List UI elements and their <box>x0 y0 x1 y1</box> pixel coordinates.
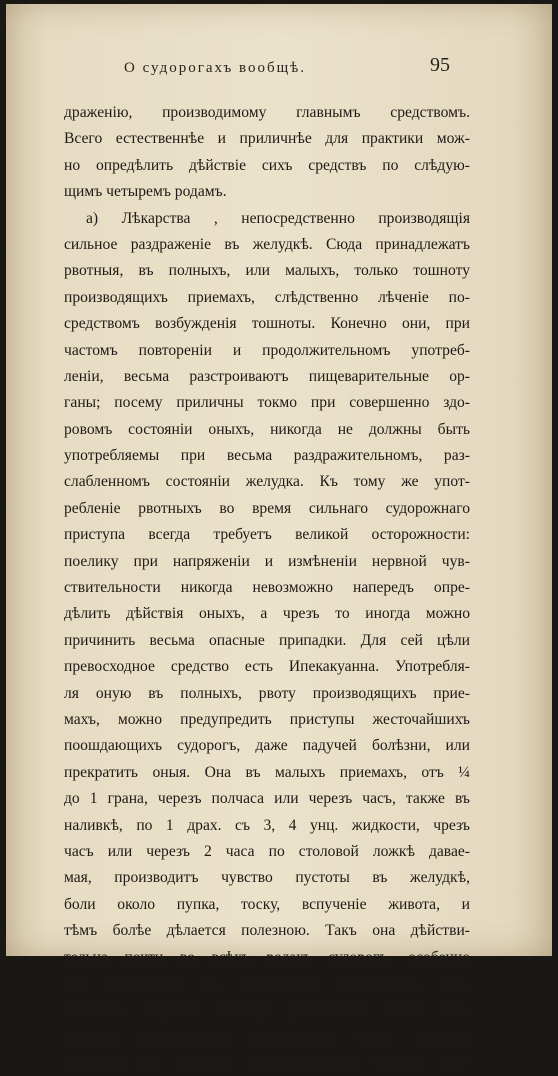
text-line: сильное раздраженіе въ желудкѣ. Сюда принадлежатъ <box>64 235 470 253</box>
text-line: Всего естественнѣе и приличнѣе для практики мож- <box>64 130 470 148</box>
text-line: дѣлить дѣйствія оныхъ, а чрезъ то иногда можно <box>64 605 470 623</box>
text-line: судорогъ въ системѣ кругообращенія соковъ, осо- <box>64 1054 470 1072</box>
page-number: 95 <box>430 54 450 76</box>
text-line: до 1 грана, черезъ полчаса или черезъ часъ, также въ <box>64 790 470 808</box>
text-line: употребляемы при весьма раздражительномъ, раз- <box>64 447 470 465</box>
text-line: ганы; посему приличны токмо при совершенно здо- <box>64 394 470 412</box>
text-line: прекратить оныя. Она въ малыхъ приемахъ, отъ ¼ <box>64 763 470 781</box>
text-line: наливкѣ, по 1 драх. съ 3, 4 унц. жидкости, чрезъ <box>64 816 470 834</box>
text-line: средствомъ возбужденія тошноты. Конечно они, при <box>64 315 470 333</box>
text-line: мая, производитъ чувство пустоты въ желудкѣ, <box>64 869 470 887</box>
text-line: рвотныя, въ полныхъ, или малыхъ, только тошноту <box>64 262 470 280</box>
text-line: боли около пупка, тоску, вспученіе живота, и <box>64 895 470 913</box>
text-line: ребленіе рвотныхъ во время сильнаго судорожнаго <box>64 499 470 517</box>
text-line: при судорогахъ въ наружныхъ окончаніяхъ под- <box>64 974 470 992</box>
text-line: слабленномъ состояніи желудка. Къ тому же упот- <box>64 473 470 491</box>
text-line: но опредѣлить дѣйствіе сихъ средствъ по слѣдую- <box>64 156 470 174</box>
text-line: превосходное средство есть Ипекакуанна. Употребля- <box>64 658 470 676</box>
text-line: поелику при напряженіи и измѣненіи нервной чув- <box>64 552 470 570</box>
text-line: тельна почти во всѣхъ родахъ судорогъ, особенно <box>64 948 470 966</box>
text-line: щимъ четыремъ родамъ. <box>64 183 227 201</box>
text-line: причинить весьма опасные припадки. Для сей цѣли <box>64 631 470 649</box>
text-line: частомъ повтореніи и продолжительномъ употреб- <box>64 341 470 359</box>
book-page <box>6 4 552 1072</box>
text-line: часъ или черезъ 2 часа по столовой ложкѣ давае- <box>64 842 470 860</box>
text-line: ля оную въ полныхъ, рвоту производящихъ прие- <box>64 684 470 702</box>
body-text <box>64 100 470 1076</box>
running-head: О судорогахъ вообщѣ. <box>124 60 307 76</box>
text-line: кожныхъ нервовъ; посему, уничтожая оныя, ока- <box>64 1001 470 1019</box>
text-line: a) Лѣкарства , непосредственно производящія <box>86 209 470 227</box>
text-line: махъ, можно предупредить приступы жесточайшихъ <box>64 710 470 728</box>
text-line: поошдающихъ судорогъ, даже падучей болѣзни, или <box>64 737 470 755</box>
text-line: приступа всегда требуетъ великой осторожности: <box>64 526 470 544</box>
text-line: леніи, весьма разстроиваютъ пищеварительные ор- <box>64 367 470 385</box>
text-line: производящихъ приемахъ, слѣдственно лѣченіе по- <box>64 288 470 306</box>
text-line: ствительности никогда невозможно напередъ опре- <box>64 579 470 597</box>
text-line: тѣмъ болѣе дѣлается полезною. Такъ она дѣйстви- <box>64 922 470 940</box>
text-line: драженію, производимому главнымъ средствомъ. <box>64 104 470 121</box>
text-line: зываетъ значительное потогонную силу; противъ <box>64 1027 470 1045</box>
text-line: ровомъ состояніи оныхъ, никогда не должны быть <box>64 420 470 438</box>
